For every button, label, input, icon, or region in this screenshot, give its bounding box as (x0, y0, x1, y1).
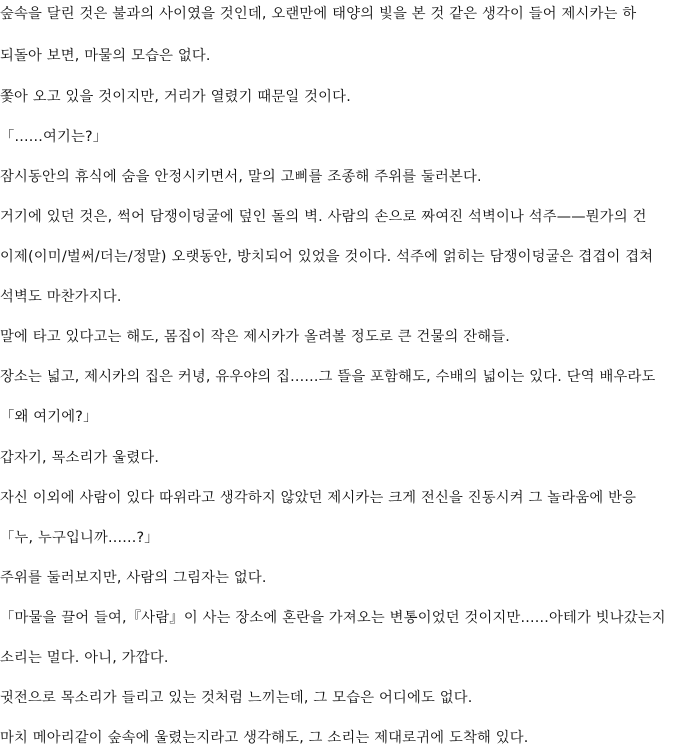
text-line: 말에 타고 있다고는 해도, 몸집이 작은 제시카가 올려볼 정도로 큰 건물의 잔해들. (0, 329, 511, 345)
text-line: 「누, 누구입니까......?」 (0, 530, 159, 546)
text-line: 되돌아 보면, 마물의 모습은 없다. (0, 48, 211, 64)
text-line: 마치 메아리같이 숲속에 울렸는지라고 생각해도, 그 소리는 제대로귀에 도착해 있다. (0, 730, 529, 746)
text-line: 자신 이외에 사람이 있다 따위라고 생각하지 않았던 제시카는 크게 전신을 진동시켜 그 놀라움에 반응 (0, 490, 637, 506)
text-line: 갑자기, 목소리가 울렸다. (0, 450, 160, 466)
text-line: 「왜 여기에?」 (0, 409, 98, 425)
text-line: 쫓아 오고 있을 것이지만, 거리가 열렸기 때문일 것이다. (0, 89, 351, 105)
text-line: 잠시동안의 휴식에 숨을 안정시키면서, 말의 고삐를 조종해 주위를 둘러본다. (0, 169, 482, 185)
text-line: 이제(이미/벌써/더는/정말) 오랫동안, 방치되어 있었을 것이다. 석주에 얽히는 담쟁이덩굴은 겹겹이 겹쳐 (0, 249, 654, 265)
text-line: 귓전으로 목소리가 들리고 있는 것처럼 느끼는데, 그 모습은 어디에도 없다. (0, 690, 473, 706)
text-line: 석벽도 마찬가지다. (0, 289, 122, 305)
text-line: 소리는 멀다. 아니, 가깝다. (0, 650, 169, 666)
text-line: 주위를 둘러보지만, 사람의 그림자는 없다. (0, 570, 267, 586)
text-line: 숲속을 달린 것은 불과의 사이였을 것인데, 오랜만에 태양의 빛을 본 것 같은 생각이 들어 제시카는 하 (0, 6, 637, 22)
text-line: 「......여기는?」 (0, 129, 108, 145)
text-line: 「마물을 끌어 들여,『사람』이 사는 장소에 혼란을 가져오는 변통이었던 것이지만......아테가 빗나갔는지 (0, 610, 666, 626)
text-line: 거기에 있던 것은, 썩어 담쟁이덩굴에 덮인 돌의 벽. 사람의 손으로 짜여진 석벽이나 석주——뭔가의 건 (0, 209, 647, 225)
text-line: 장소는 넓고, 제시카의 집은 커녕, 유우야의 집......그 뜰을 포함해도, 수배의 넓이는 있다. 단역 배우라도 (0, 369, 656, 385)
